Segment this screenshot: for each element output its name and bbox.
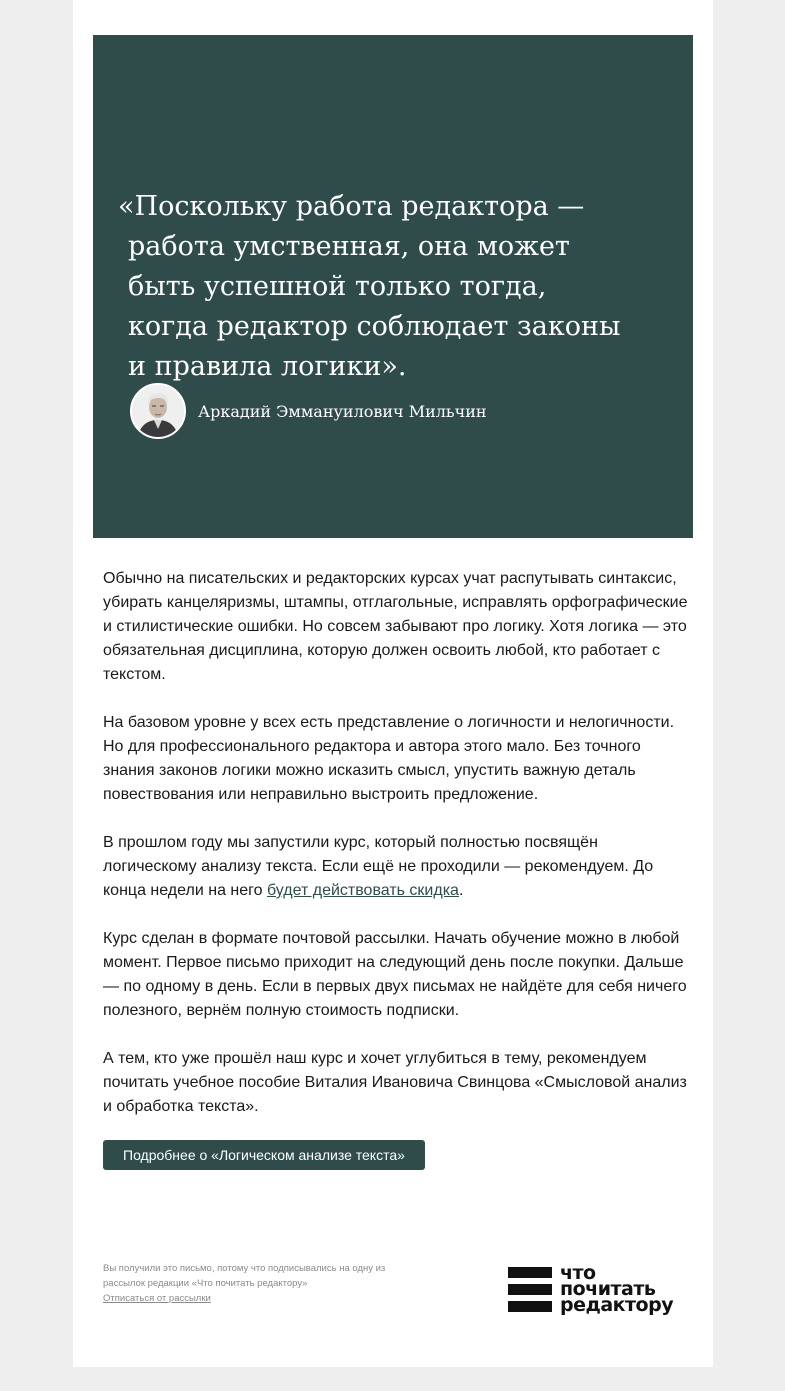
quote-author — [130, 383, 487, 439]
footer-note — [103, 1261, 388, 1306]
course-details-button[interactable]: Подробнее о «Логическом анализе текста» — [103, 1140, 425, 1170]
paragraph-5: А тем, кто уже прошёл наш курс и хочет углубиться в тему, рекомендуем почитать учебное пособие Виталия Ивановича Свинцова «Смысловой анализ и обработка текста». — [103, 1050, 687, 1115]
quote-line: быть успешной только тогда, — [128, 271, 547, 302]
author-avatar — [130, 383, 186, 439]
quote-text — [118, 187, 658, 387]
logo-word: что — [560, 1262, 596, 1284]
logo-wordmark — [560, 1262, 674, 1316]
paragraph-3-text: В прошлом году мы запустили курс, который полностью посвящён логическому анализу текста. Если ещё не проходили — рекомендуем. До конца недели на него — [103, 834, 654, 899]
author-name: Аркадий Эммануилович Мильчин — [198, 401, 487, 421]
unsubscribe-link[interactable]: Отписаться от рассылки — [103, 1293, 211, 1304]
logo-word: почитать — [560, 1278, 656, 1300]
quote-line: «Поскольку работа редактора — — [118, 191, 585, 222]
author-portrait-image — [132, 385, 184, 437]
paragraph-1: Обычно на писательских и редакторских курсах учат распутывать синтаксис, убирать канцеляризмы, штампы, отглагольные, исправлять орфографические и стилистические ошибки. Но совсем забывают про логику. Хотя логика — это обязательная дисциплина, которую должен освоить любой, кто работает с текстом. — [103, 570, 688, 683]
logo-word: редактору — [560, 1294, 674, 1316]
quote-line: работа умственная, она может — [128, 231, 570, 262]
subscription-reason-text: Вы получили это письмо, потому что подписывались на одну из рассылок редакции «Что почитать редактору» — [103, 1263, 386, 1289]
article-body — [103, 567, 693, 1143]
paragraph-2: На базовом уровне у всех есть представление о логичности и нелогичности. Но для профессионального редактора и автора этого мало. Без точного знания законов логики можно исказить смысл, упустить важную деталь повествования или неправильно выстроить предложение. — [103, 714, 675, 803]
discount-link[interactable]: будет действовать скидка — [266, 882, 459, 899]
quote-line: когда редактор соблюдает законы — [128, 311, 621, 342]
paragraph-4: Курс сделан в формате почтовой рассылки. Начать обучение можно в любой момент. Первое письмо приходит на следующий день после покупки. Дальше — по одному в день. Если в первых двух письмах не найдёте для себя ничего полезного, вернём полную стоимость подписки. — [103, 930, 687, 1019]
email-sheet — [73, 0, 713, 1367]
logo-stripes-icon — [508, 1265, 552, 1313]
quote-card — [93, 35, 693, 538]
quote-line: и правила логики». — [128, 351, 407, 382]
brand-logo[interactable] — [508, 1262, 674, 1316]
paragraph-3-end: . — [458, 882, 464, 899]
paragraph-3 — [103, 831, 693, 903]
